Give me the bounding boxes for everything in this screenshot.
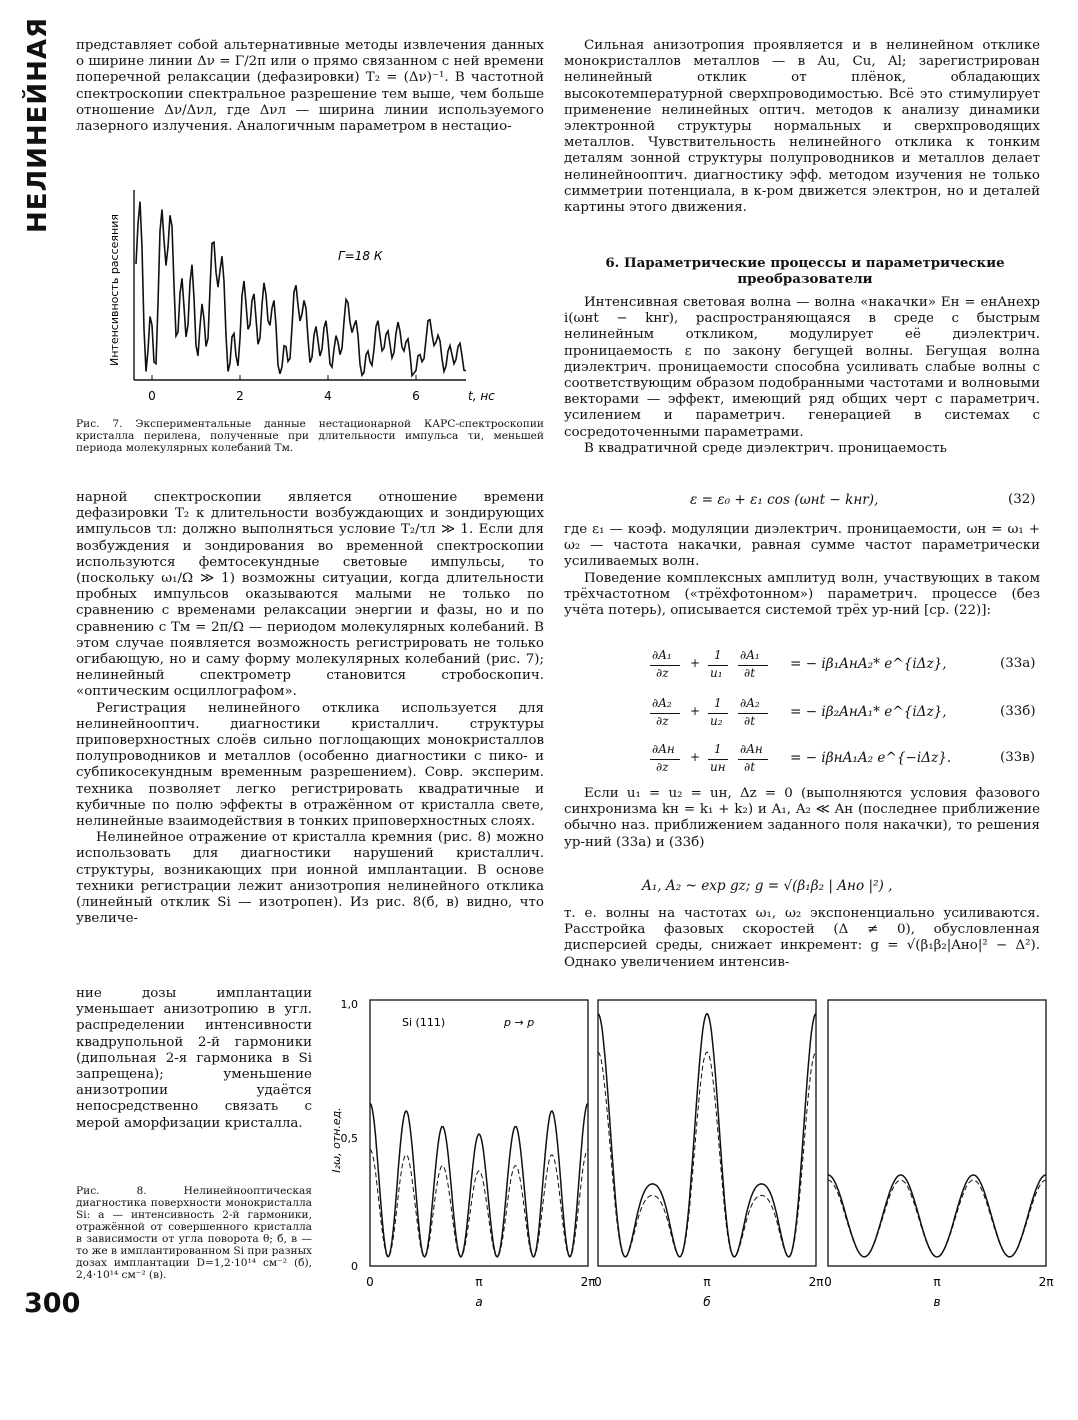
left-top-text: представляет собой альтернативные методы извлечения данных о ширине линии Δν = Γ/2π или о прямо связанном с ней времени поперечной релаксации (дефазировки) T₂ = (Δν)⁻¹. В частотной спектроскопии спектральное разрешение тем выше, чем больше отношение Δν/Δνл, где Δνл — ширина линии используемого лазерного излучения. Аналогичным параметром в нестацио-: [76, 38, 544, 135]
fig8-crystal-label: Si (111): [402, 1016, 446, 1029]
section-heading: 6. Параметрические процессы и параметрические преобразователи: [605, 255, 1005, 287]
eq33-number: (33а): [1000, 656, 1036, 671]
fig7-xtick: 6: [412, 389, 420, 403]
figure-7-caption: Рис. 7. Экспериментальные данные нестационарной КАРС-спектроскопии кристалла перилена, полученные при длительности импульса τи, меньшей периода молекулярных колебаний Tм.: [76, 418, 544, 454]
left-narrow-text: ние дозы имплантации уменьшает анизотропию в угл. распределении интенсивности квадрупольной 2-й гармоники (дипольная 2-я гармоника в Si запрещена); уменьшение анизотропии удаётся непосредственно связать с мерой аморфизации кристалла.: [76, 986, 312, 1131]
fig8-ytick-0: 0: [351, 1260, 358, 1273]
equation-34: A₁, A₂ ~ exp gz; g = √(β₁β₂ | Aнo |²) ,: [642, 878, 893, 894]
eq33-term: ∂A₁: [652, 648, 672, 662]
fig7-scattering-curve: [136, 202, 466, 376]
eq33-term: ∂A₁: [740, 648, 760, 662]
fig8-curve: [370, 1103, 588, 1257]
fig8-curve: [828, 1180, 1046, 1257]
eq33-term: = − iβ₁AнA₂* e^{iΔz},: [790, 656, 947, 672]
fig8-xtick: 2π: [580, 1275, 596, 1289]
right-para-3: Если u₁ = u₂ = uн, Δz = 0 (выполняются условия фазового синхронизма kн = k₁ + k₂) и A₁, A₂ ≪ Aн (последнее приближение обычно наз. приближением заданного поля накачки), то решения ур-ний (33а) и (33б): [564, 786, 1040, 850]
fig8-xtick: 2π: [1038, 1275, 1054, 1289]
eq33-term: +: [690, 750, 701, 764]
eq33-term: ∂A₂: [652, 696, 672, 710]
fig8-curve: [598, 1014, 816, 1257]
right-para-1: Интенсивная световая волна — волна «накачки» Eн = eнAнexp i(ωнt − kнr), распространяющаяся в среде с быстрым нелинейным откликом, модулирует её диэлектрич. проницаемость ε по закону бегущей волны. Бегущая волна диэлектрич. проницаемости способна усиливать слабые волны с соответствующим образом подобранными частотами и волновыми векторами — эффект, имеющий ряд общих черт с параметрич. усилением и параметрич. генерацией в системах с сосредоточенными параметрами. В квадратичной среде диэлектрич. проницаемость: [564, 295, 1040, 456]
fig8-ylabel: I₂ω, отн.ед.: [330, 1107, 343, 1173]
eq33-term: ∂A₂: [740, 696, 760, 710]
eq33-term: = − iβ₂AнA₁* e^{iΔz},: [790, 704, 947, 720]
eq33-number: (33б): [1000, 704, 1036, 719]
fig8-xtick: 0: [824, 1275, 832, 1289]
right-para-2: где ε₁ — коэф. модуляции диэлектрич. проницаемости, ωн = ω₁ + ω₂ — частота накачки, равная сумме частот параметрически усиливаемых волн. Поведение комплексных амплитуд волн, участвующих в таком трёхчастотном («трёхфотонном») параметрич. процессе (без учёта потерь), описывается системой трёх ур-ний [ср. (22)]:: [564, 522, 1040, 619]
eq33-term: 1: [714, 696, 722, 710]
eq33-term: ∂t: [744, 666, 756, 680]
fig8-curve: [370, 1149, 588, 1257]
fig8-xtick: 0: [366, 1275, 374, 1289]
equation-32-number: (32): [1008, 492, 1036, 507]
figure-7: [76, 180, 546, 412]
left-mid-text: нарной спектроскопии является отношение времени дефазировки T₂ к длительности возбуждающих и зондирующих импульсов τл: должно выполняться условие T₂/τл ≫ 1. Если для возбуждения и зондирования во временной спектроскопии используются фемтосекундные световые импульсы, то (поскольку ω₁/Ω ≫ 1) возможны ситуации, когда длительности пробных импульсов оказываются малыми не только по сравнению с временами релаксации энергии и фазы, но и по сравнению с Tм = 2π/Ω — периодом молекулярных колебаний. В этом случае появляется возможность регистрировать не только огибающую, но и саму форму молекулярных колебаний (рис. 7); нелинейный спектрометр становится стробоскопич. «оптическим осциллографом». Регистрация нелинейного отклика используется для нелинейнооптич. диагностики кристаллич. структуры приповерхностных слоёв сильно поглощающих монокристаллов полупроводников и металлов (особенно диагностики с пико- и субпикосекундным временным разрешением). Совр. эксперим. техника позволяет легко регистрировать квадратичные и кубичные по полю эффекты в отражённом от кристалла свете, нелинейные взаимодействия в тонких приповерхностных слоях. Нелинейное отражение от кристалла кремния (рис. 8) можно использовать для диагностики нарушений кристаллич. структуры, возникающих при ионной имплантации. В основе техники регистрации лежит анизотропия нелинейного отклика (линейный отклик Si — изотропен). Из рис. 8(б, в) видно, что увеличе-: [76, 490, 544, 927]
side-section-label: НЕЛИНЕЙНАЯ: [23, 16, 53, 234]
fig7-xtick: 4: [324, 389, 332, 403]
fig8-curve: [598, 1052, 816, 1257]
figure-8: [322, 990, 1068, 1310]
eq33-term: ∂z: [656, 714, 669, 728]
fig8-ytick-1: 1,0: [340, 998, 358, 1011]
fig8-polarization-label: p → p: [504, 1016, 535, 1029]
eq33-term: ∂Aн: [652, 742, 675, 756]
page-number: 300: [24, 1288, 81, 1319]
eq33-term: ∂Aн: [740, 742, 763, 756]
fig7-xunit: t, нс: [468, 389, 495, 403]
eq33-term: ∂z: [656, 666, 669, 680]
equation-32: ε = ε₀ + ε₁ cos (ωнt − kнr),: [690, 492, 879, 508]
fig8-curve: [828, 1175, 1046, 1257]
eq33-term: ∂t: [744, 714, 756, 728]
right-top-text: Сильная анизотропия проявляется и в нелинейном отклике монокристаллов металлов — в Au, Cu, Al; зарегистрирован нелинейный отклик от плёнок, обладающих высокотемпературной сверхпроводимостью. Всё это стимулирует применение нелинейных оптич. методов к анализу динамики электронной структуры нормальных и сверхпроводящих металлов. Чувствительность нелинейного отклика к тонким деталям зонной структуры полупроводников и металлов делает нелинейнооптич. диагностику эфф. методом изучения не только симметрии потенциала, в к-ром движется электрон, но и деталей картины этого движения.: [564, 38, 1040, 216]
eq33-term: u₂: [710, 714, 723, 728]
eq33-term: = − iβнA₁A₂ e^{−iΔz}.: [790, 750, 952, 766]
eq33-term: +: [690, 704, 701, 718]
eq33-number: (33в): [1000, 750, 1036, 765]
right-para-4: т. е. волны на частотах ω₁, ω₂ экспоненциально усиливаются. Расстройка фазовых скоростей (Δ ≠ 0), обусловленная дисперсией среды, снижает инкремент: g = √(β₁β₂|Aнo|² − Δ²). Однако увеличением интенсив-: [564, 906, 1040, 970]
fig8-xtick: π: [703, 1275, 711, 1289]
eq33-term: 1: [714, 742, 722, 756]
fig7-annotation: Г=18 К: [338, 249, 383, 263]
fig8-xtick: π: [475, 1275, 483, 1289]
fig7-xtick: 0: [148, 389, 156, 403]
fig8-panel-frame: [598, 1000, 816, 1266]
fig8-xtick: π: [933, 1275, 941, 1289]
fig8-panel-label: а: [475, 1295, 483, 1309]
fig8-panel-label: в: [933, 1295, 941, 1309]
fig7-xtick: 2: [236, 389, 244, 403]
figure-8-caption: Рис. 8. Нелинейнооптическая диагностика поверхности монокристалла Si: а — интенсивность 2-й гармоники, отражённой от совершенного кристалла в зависимости от угла поворота θ; б, в — то же в имплантированном Si при разных дозах имплантации D=1,2·10¹⁴ см⁻² (б), 2,4·10¹⁴ см⁻² (в).: [76, 1185, 312, 1281]
eq33-term: +: [690, 656, 701, 670]
fig8-panel-frame: [828, 1000, 1046, 1266]
eq33-term: uн: [710, 760, 726, 774]
eq33-term: ∂z: [656, 760, 669, 774]
fig8-panel-label: б: [703, 1295, 711, 1309]
fig8-xtick: 2π: [808, 1275, 824, 1289]
fig7-ylabel: Интенсивность рассеяния: [108, 214, 121, 366]
fig8-ytick-05: 0,5: [340, 1132, 358, 1145]
eq33-term: ∂t: [744, 760, 756, 774]
fig8-xtick: 0: [594, 1275, 602, 1289]
eq33-term: 1: [714, 648, 722, 662]
eq33-term: u₁: [710, 666, 723, 680]
